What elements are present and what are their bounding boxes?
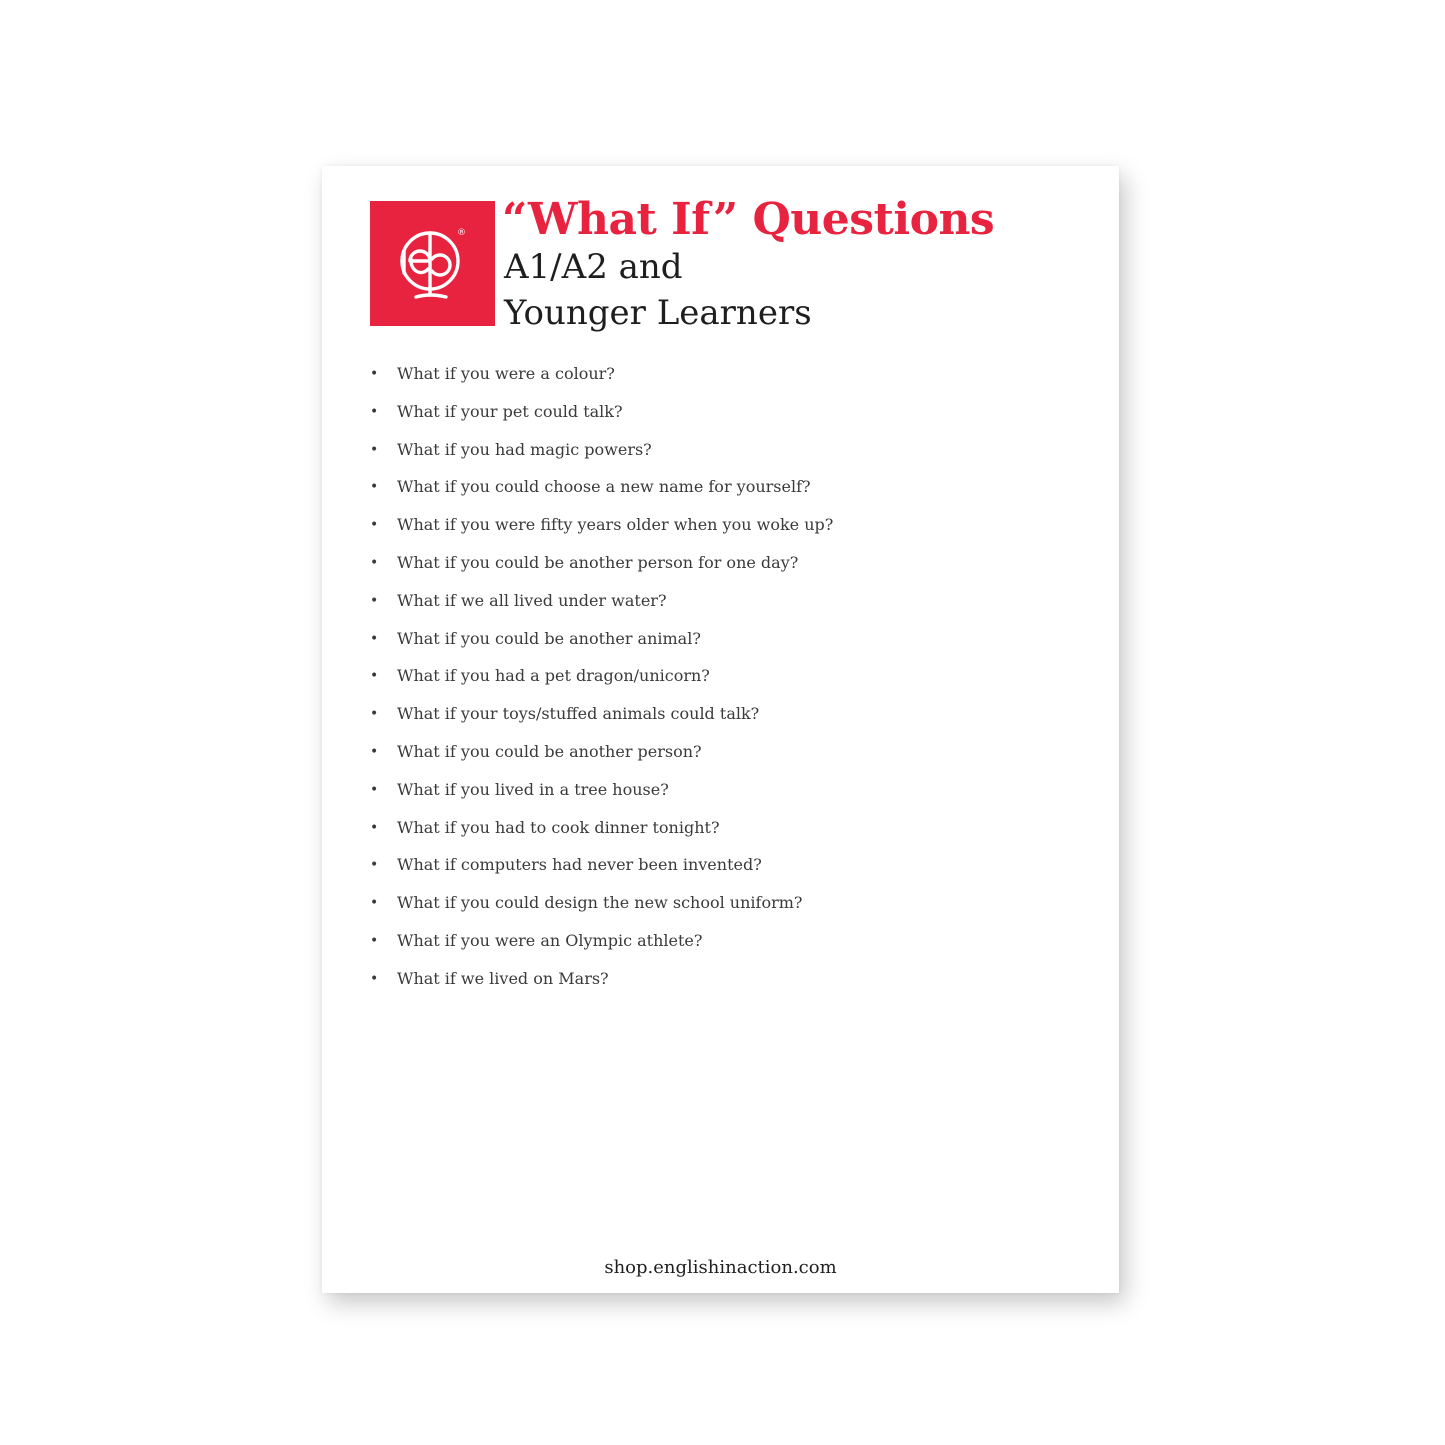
- question-text: What if you had a pet dragon/unicorn?: [397, 666, 710, 686]
- worksheet-page: [322, 166, 1119, 1293]
- list-item: [370, 852, 833, 890]
- question-text: What if you had to cook dinner tonight?: [397, 817, 720, 837]
- subtitle-line-1: A1/A2 and: [504, 247, 683, 287]
- question-text: What if you lived in a tree house?: [397, 779, 669, 799]
- list-item: [370, 701, 833, 739]
- list-item: [370, 663, 833, 701]
- question-text: What if you were an Olympic athlete?: [397, 930, 703, 950]
- footer-url-link[interactable]: shop.englishinaction.com: [604, 1257, 837, 1278]
- list-item: [370, 966, 833, 1004]
- bullet-icon: •: [370, 781, 379, 798]
- subtitle-line-2: Younger Learners: [504, 293, 812, 333]
- bullet-icon: •: [370, 403, 379, 420]
- bullet-icon: •: [370, 479, 379, 496]
- list-item: [370, 512, 833, 550]
- question-text: What if computers had never been invented?: [397, 855, 762, 875]
- bullet-icon: •: [370, 895, 379, 912]
- question-text: What if you could be another animal?: [397, 628, 701, 648]
- page-title: “What If” Questions: [502, 194, 995, 245]
- list-item: [370, 550, 833, 588]
- list-item: [370, 361, 833, 399]
- bullet-icon: •: [370, 630, 379, 647]
- question-text: What if you could choose a new name for yourself?: [397, 477, 811, 497]
- list-item: [370, 437, 833, 475]
- question-text: What if we lived on Mars?: [397, 968, 609, 988]
- eia-globe-logo-icon: [370, 201, 495, 326]
- question-text: What if you were a colour?: [397, 364, 615, 383]
- list-item: [370, 399, 833, 437]
- bullet-icon: •: [370, 366, 379, 382]
- question-text: What if your toys/stuffed animals could talk?: [397, 704, 760, 724]
- question-text: What if you could be another person for one day?: [397, 552, 799, 572]
- bullet-icon: •: [370, 932, 379, 949]
- list-item: [370, 739, 833, 777]
- list-item: [370, 890, 833, 928]
- bullet-icon: •: [370, 743, 379, 760]
- bullet-icon: •: [370, 554, 379, 571]
- registered-mark: ®: [457, 228, 466, 238]
- question-text: What if we all lived under water?: [397, 590, 667, 610]
- list-item: [370, 815, 833, 853]
- bullet-icon: •: [370, 819, 379, 836]
- bullet-icon: •: [370, 706, 379, 723]
- bullet-icon: •: [370, 857, 379, 874]
- question-text: What if you were fifty years older when you woke up?: [397, 515, 834, 535]
- list-item: [370, 588, 833, 626]
- question-text: What if you could be another person?: [397, 741, 702, 761]
- bullet-icon: •: [370, 668, 379, 685]
- bullet-icon: •: [370, 517, 379, 534]
- list-item: [370, 474, 833, 512]
- questions-list: [370, 361, 833, 1004]
- bullet-icon: •: [370, 592, 379, 609]
- list-item: [370, 626, 833, 664]
- bullet-icon: •: [370, 441, 379, 458]
- page-subtitle: [504, 244, 812, 336]
- question-text: What if you could design the new school uniform?: [397, 893, 803, 913]
- bullet-icon: •: [370, 970, 379, 987]
- list-item: [370, 928, 833, 966]
- question-text: What if you had magic powers?: [397, 439, 652, 459]
- list-item: [370, 777, 833, 815]
- question-text: What if your pet could talk?: [397, 401, 623, 421]
- logo-graphic: [370, 201, 495, 326]
